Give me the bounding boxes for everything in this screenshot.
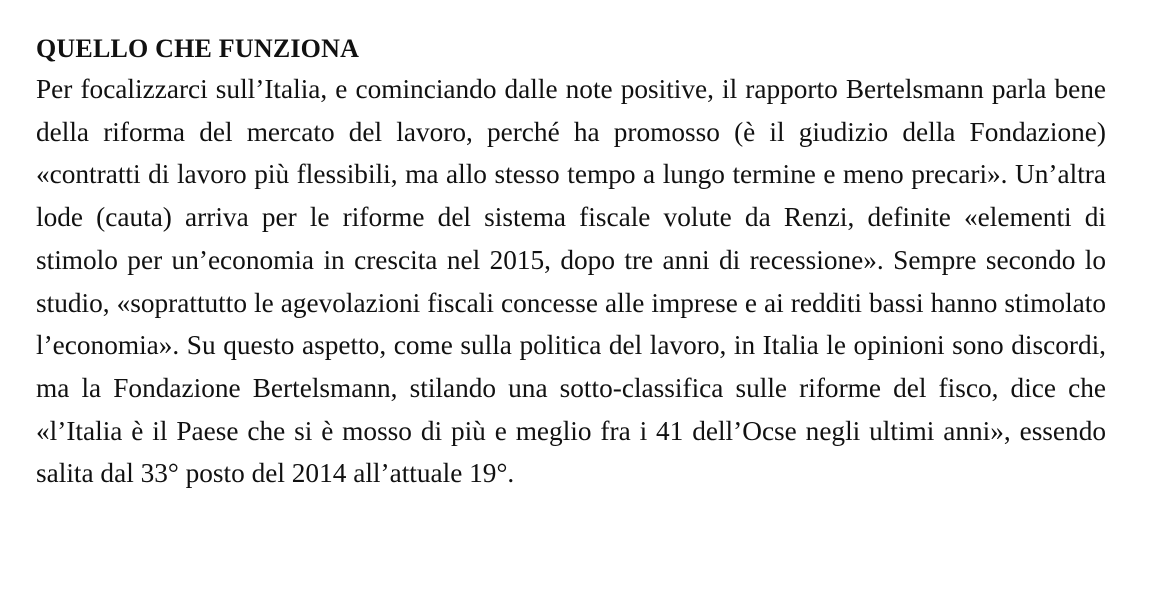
article: [36, 30, 1106, 495]
article-paragraph: Per focalizzarci sull’Italia, e cominciando dalle note positive, il rapporto Bertelsmann parla bene della riforma del mercato del lavoro, perché ha promosso (è il giudizio della Fondazione) «contratti di lavoro più flessibili, ma allo stesso tempo a lungo termine e meno precari». Un’altra lode (cauta) arriva per le riforme del sistema fiscale volute da Renzi, definite «elementi di stimolo per un’economia in crescita nel 2015, dopo tre anni di recessione». Sempre secondo lo studio, «soprattutto le agevolazioni fiscali concesse alle imprese e ai redditi bassi hanno stimolato l’economia». Su questo aspetto, come sulla politica del lavoro, in Italia le opinioni sono discordi, ma la Fondazione Bertelsmann, stilando una sotto-classifica sulle riforme del fisco, dice che «l’Italia è il Paese che si è mosso di più e meglio fra i 41 dell’Ocse negli ultimi anni», essendo salita dal 33° posto del 2014 all’attuale 19°.: [36, 74, 1106, 489]
section-heading: QUELLO CHE FUNZIONA: [36, 34, 360, 63]
